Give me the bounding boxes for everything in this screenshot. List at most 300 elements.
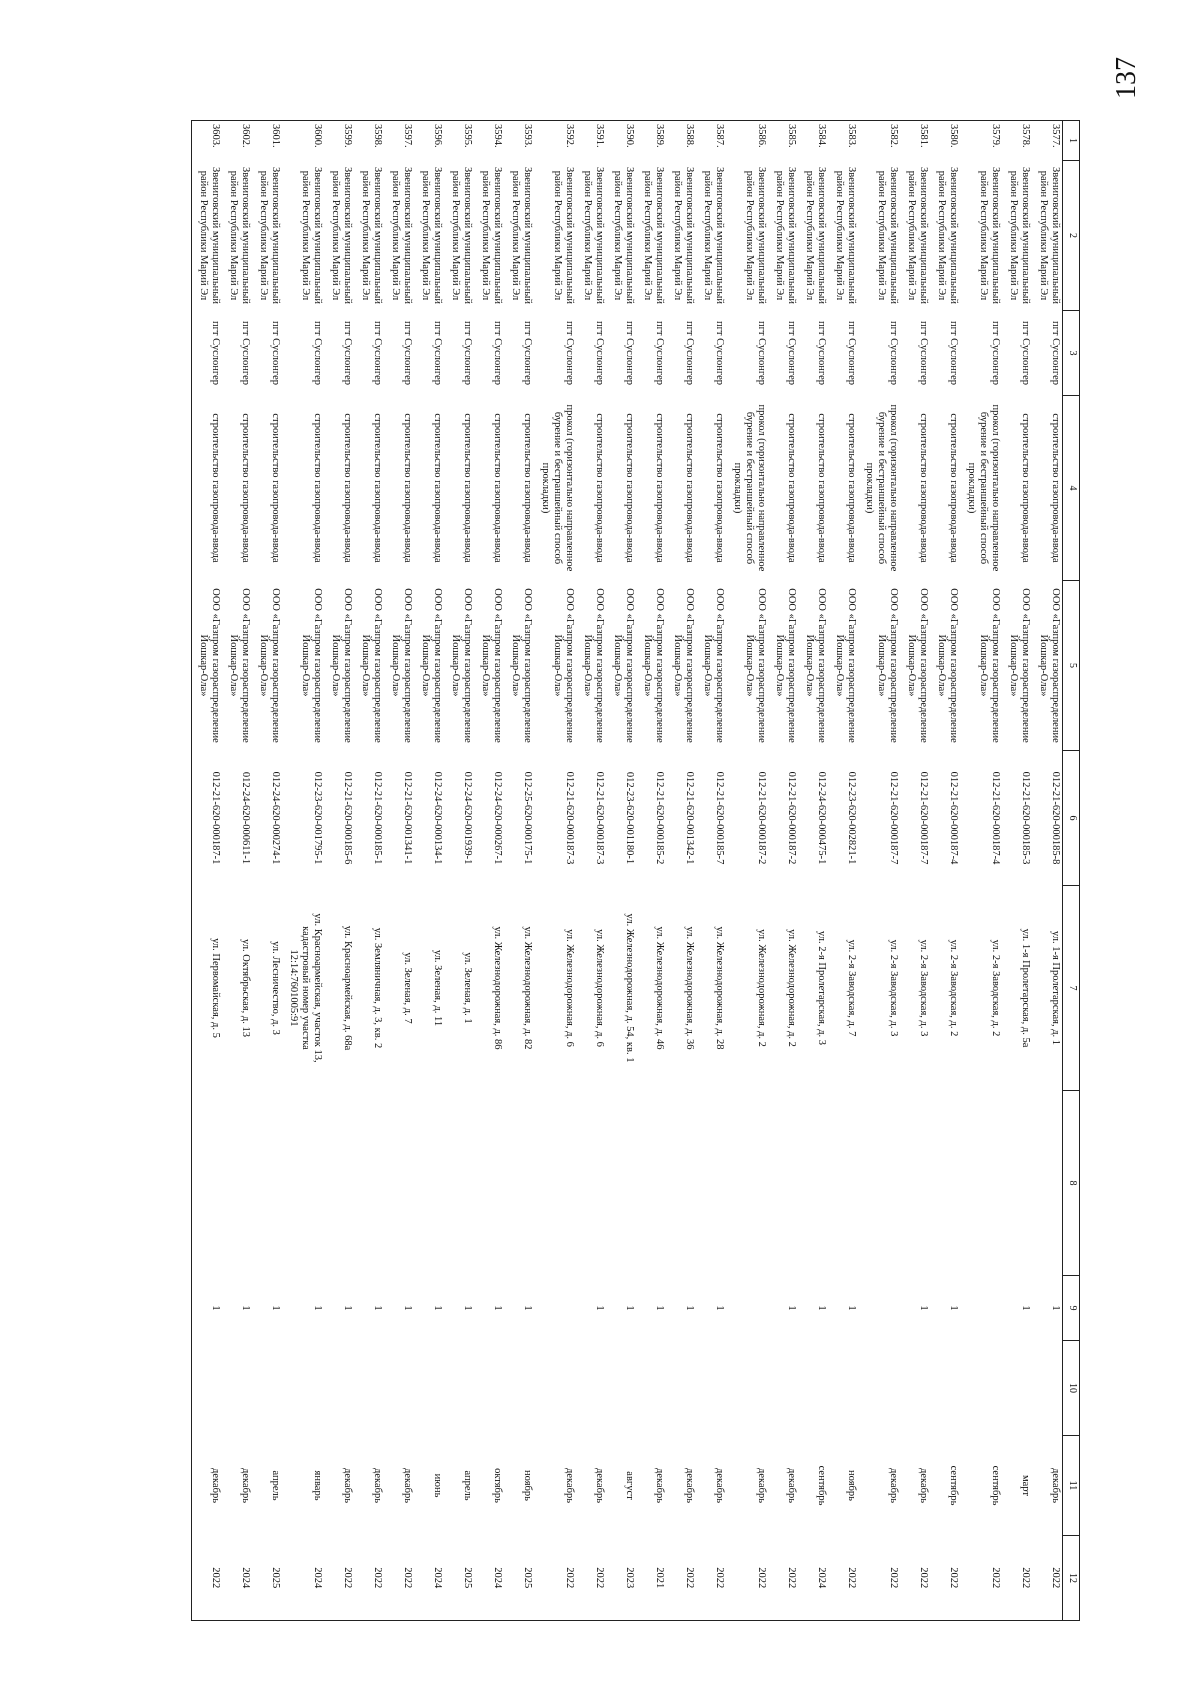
object-code-cell: 012-21-620-000187-3 — [594, 771, 605, 865]
month-cell: декабрь — [564, 1468, 575, 1503]
col10-cell — [282, 1341, 324, 1436]
organization-cell: ООО «Газпром газораспределение Йошкар-Ола» — [905, 588, 929, 743]
month-cell: декабрь — [402, 1468, 413, 1503]
count-cell: 1 — [786, 1305, 797, 1311]
object-code-cell: 012-21-620-000187-7 — [888, 771, 899, 865]
col10-cell — [324, 1341, 354, 1436]
settlement-cell: пгт Суслонгер — [564, 321, 575, 385]
column-header-8: 8 — [1063, 1091, 1080, 1276]
settlement-cell: пгт Суслонгер — [522, 321, 533, 385]
address-cell: ул. Зеленая, д. 7 — [402, 952, 413, 1024]
col8-cell — [930, 1091, 960, 1276]
row-number: 3595. — [462, 124, 473, 148]
settlement-cell: пгт Суслонгер — [990, 321, 1001, 385]
district-cell: Звениговский муниципальный район Республики Марий Эл — [671, 167, 695, 304]
work-type-cell: строительство газопровода-ввода — [522, 413, 533, 563]
table-row — [282, 121, 324, 1621]
address-cell: ул. Железнодорожная, д. 46 — [654, 926, 665, 1050]
col10-cell — [900, 1341, 930, 1436]
address-cell: ул. Земляничная, д. 3, кв. 2 — [372, 927, 383, 1049]
table-row — [414, 121, 444, 1621]
address-cell: ул. Зеленая, д. 11 — [432, 949, 443, 1027]
count-cell — [534, 1276, 576, 1341]
month-cell: декабрь — [372, 1468, 383, 1503]
settlement-cell: пгт Суслонгер — [492, 321, 503, 385]
settlement-cell: пгт Суслонгер — [948, 321, 959, 385]
object-code-cell: 012-21-620-000185-1 — [372, 771, 383, 865]
header-row — [1063, 121, 1080, 1621]
district-cell: Звениговский муниципальный район Республики Марий Эл — [581, 167, 605, 304]
count-cell: 1 — [342, 1305, 353, 1311]
work-type-cell: строительство газопровода-ввода — [270, 413, 281, 563]
col10-cell — [696, 1341, 726, 1436]
col8-cell — [222, 1091, 252, 1276]
column-header-5: 5 — [1063, 581, 1080, 751]
table-row — [858, 121, 900, 1621]
count-cell — [960, 1276, 1002, 1341]
address-cell: ул. Железнодорожная, д. 82 — [522, 926, 533, 1050]
organization-cell: ООО «Газпром газораспределение Йошкар-Ола» — [611, 588, 635, 743]
year-cell: 2022 — [684, 1567, 695, 1589]
table-row — [1032, 121, 1063, 1621]
col10-cell — [444, 1341, 474, 1436]
organization-cell: ООО «Газпром газораспределение Йошкар-Ола» — [479, 588, 503, 743]
organization-cell: ООО «Газпром газораспределение Йошкар-Ола» — [359, 588, 383, 743]
work-type-cell: строительство газопровода-ввода — [624, 413, 635, 563]
district-cell: Звениговский муниципальный район Республики Марий Эл — [359, 167, 383, 304]
table-row — [768, 121, 798, 1621]
object-code-cell: 012-21-620-000187-1 — [210, 771, 221, 865]
col8-cell — [444, 1091, 474, 1276]
address-cell: ул. Железнодорожная, д. 2 — [756, 929, 767, 1047]
organization-cell: ООО «Газпром газораспределение Йошкар-Ола» — [977, 588, 1001, 743]
col10-cell — [636, 1341, 666, 1436]
year-cell: 2025 — [270, 1567, 281, 1589]
table-row — [960, 121, 1002, 1621]
settlement-cell: пгт Суслонгер — [624, 321, 635, 385]
col8-cell — [636, 1091, 666, 1276]
work-type-cell: строительство газопровода-ввода — [816, 413, 827, 563]
organization-cell: ООО «Газпром газораспределение Йошкар-Ола» — [1007, 588, 1031, 743]
address-cell: ул. Железнодорожная, д. 2 — [786, 929, 797, 1047]
object-code-cell: 012-24-620-000267-1 — [492, 771, 503, 865]
col8-cell — [324, 1091, 354, 1276]
count-cell: 1 — [684, 1305, 695, 1311]
address-cell: ул. Железнодорожная, д. 36 — [684, 926, 695, 1050]
organization-cell: ООО «Газпром газораспределение Йошкар-Ола» — [227, 588, 251, 743]
table-row — [930, 121, 960, 1621]
organization-cell: ООО «Газпром газораспределение Йошкар-Ола» — [299, 588, 323, 743]
address-cell: ул. Красноармейская, д. 68а — [342, 925, 353, 1051]
col10-cell — [1002, 1341, 1032, 1436]
table-row — [726, 121, 768, 1621]
district-cell: Звениговский муниципальный район Республики Марий Эл — [389, 167, 413, 304]
col10-cell — [504, 1341, 534, 1436]
object-code-cell: 012-21-620-000185-8 — [1050, 771, 1061, 865]
work-type-cell: строительство газопровода-ввода — [312, 413, 323, 563]
organization-cell: ООО «Газпром газораспределение Йошкар-Ола» — [701, 588, 725, 743]
row-number: 3579. — [990, 124, 1001, 148]
col8-cell — [1002, 1091, 1032, 1276]
col8-cell — [606, 1091, 636, 1276]
table-row — [474, 121, 504, 1621]
table-row — [636, 121, 666, 1621]
organization-cell: ООО «Газпром газораспределение Йошкар-Ола» — [833, 588, 857, 743]
district-cell: Звениговский муниципальный район Республики Марий Эл — [479, 167, 503, 304]
year-cell: 2022 — [714, 1567, 725, 1589]
count-cell — [726, 1276, 768, 1341]
district-cell: Звениговский муниципальный район Республики Марий Эл — [329, 167, 353, 304]
col8-cell — [576, 1091, 606, 1276]
count-cell: 1 — [1020, 1305, 1031, 1311]
col8-cell — [768, 1091, 798, 1276]
settlement-cell: пгт Суслонгер — [918, 321, 929, 385]
district-cell: Звениговский муниципальный район Республики Марий Эл — [611, 167, 635, 304]
col8-cell — [252, 1091, 282, 1276]
row-number: 3577. — [1050, 124, 1061, 148]
column-header-9: 9 — [1063, 1276, 1080, 1341]
col8-cell — [960, 1091, 1002, 1276]
col10-cell — [222, 1341, 252, 1436]
settlement-cell: пгт Суслонгер — [432, 321, 443, 385]
settlement-cell: пгт Суслонгер — [1020, 321, 1031, 385]
district-cell: Звениговский муниципальный район Республики Марий Эл — [641, 167, 665, 304]
year-cell: 2022 — [888, 1567, 899, 1589]
table-row — [222, 121, 252, 1621]
table-row — [444, 121, 474, 1621]
object-code-cell: 012-21-620-001341-1 — [402, 771, 413, 865]
year-cell: 2022 — [210, 1567, 221, 1589]
row-number: 3590. — [624, 124, 635, 148]
month-cell: сентябрь — [816, 1465, 827, 1506]
settlement-cell: пгт Суслонгер — [402, 321, 413, 385]
year-cell: 2022 — [342, 1567, 353, 1589]
district-cell: Звениговский муниципальный район Республики Марий Эл — [875, 167, 899, 304]
year-cell: 2022 — [1020, 1567, 1031, 1589]
settlement-cell: пгт Суслонгер — [342, 321, 353, 385]
column-header-1: 1 — [1063, 121, 1080, 161]
work-type-cell: строительство газопровода-ввода — [402, 413, 413, 563]
object-code-cell: 012-21-620-000187-4 — [990, 771, 1001, 865]
row-number: 3588. — [684, 124, 695, 148]
object-code-cell: 012-21-620-000185-2 — [654, 771, 665, 865]
table-row — [696, 121, 726, 1621]
year-cell: 2022 — [918, 1567, 929, 1589]
row-number: 3598. — [372, 124, 383, 148]
settlement-cell: пгт Суслонгер — [372, 321, 383, 385]
col8-cell — [384, 1091, 414, 1276]
year-cell: 2024 — [240, 1567, 251, 1589]
row-number: 3603. — [210, 124, 221, 148]
address-cell: ул. Железнодорожная, д. 6 — [594, 929, 605, 1047]
col8-cell — [1032, 1091, 1063, 1276]
organization-cell: ООО «Газпром газораспределение Йошкар-Ола» — [389, 588, 413, 743]
object-code-cell: 012-23-620-002821-1 — [846, 771, 857, 865]
year-cell: 2024 — [492, 1567, 503, 1589]
col8-cell — [192, 1091, 223, 1276]
work-type-cell: строительство газопровода-ввода — [210, 413, 221, 563]
table-row — [900, 121, 930, 1621]
col10-cell — [576, 1341, 606, 1436]
address-cell: ул. Железнодорожная, д. 54, кв. 1 — [624, 913, 635, 1063]
work-type-cell: строительство газопровода-ввода — [948, 413, 959, 563]
work-type-cell: прокол (горизонтально направленное бурение и бестраншейный способ прокладки) — [863, 404, 899, 572]
row-number: 3596. — [432, 124, 443, 148]
year-cell: 2022 — [948, 1567, 959, 1589]
settlement-cell: пгт Суслонгер — [210, 321, 221, 385]
month-cell: август — [624, 1471, 635, 1500]
year-cell: 2025 — [462, 1567, 473, 1589]
settlement-cell: пгт Суслонгер — [786, 321, 797, 385]
address-cell: ул. 2-я Заводская, д. 3 — [918, 939, 929, 1037]
object-code-cell: 012-21-620-000185-7 — [714, 771, 725, 865]
district-cell: Звениговский муниципальный район Республики Марий Эл — [1037, 167, 1061, 304]
count-cell: 1 — [372, 1305, 383, 1311]
col10-cell — [354, 1341, 384, 1436]
object-code-cell: 012-21-620-000187-3 — [564, 771, 575, 865]
settlement-cell: пгт Суслонгер — [684, 321, 695, 385]
address-cell: ул. Железнодорожная, д. 86 — [492, 926, 503, 1050]
table-row — [798, 121, 828, 1621]
row-number: 3601. — [270, 124, 281, 148]
row-number: 3594. — [492, 124, 503, 148]
district-cell: Звениговский муниципальный район Республики Марий Эл — [833, 167, 857, 304]
address-cell: ул. Железнодорожная, д. 28 — [714, 926, 725, 1050]
table-row — [576, 121, 606, 1621]
table-row — [252, 121, 282, 1621]
year-cell: 2022 — [1050, 1567, 1061, 1589]
work-type-cell: строительство газопровода-ввода — [918, 413, 929, 563]
column-header-3: 3 — [1063, 311, 1080, 396]
column-header-11: 11 — [1063, 1436, 1080, 1536]
work-type-cell: строительство газопровода-ввода — [1020, 413, 1031, 563]
object-code-cell: 012-24-620-001939-1 — [462, 771, 473, 865]
row-number: 3600. — [312, 124, 323, 148]
col8-cell — [282, 1091, 324, 1276]
district-cell: Звениговский муниципальный район Республики Марий Эл — [449, 167, 473, 304]
col8-cell — [696, 1091, 726, 1276]
col10-cell — [606, 1341, 636, 1436]
table-row — [828, 121, 858, 1621]
col10-cell — [666, 1341, 696, 1436]
settlement-cell: пгт Суслонгер — [846, 321, 857, 385]
count-cell: 1 — [492, 1305, 503, 1311]
month-cell: сентябрь — [948, 1465, 959, 1506]
row-number: 3581. — [918, 124, 929, 148]
col8-cell — [798, 1091, 828, 1276]
month-cell: декабрь — [756, 1468, 767, 1503]
year-cell: 2021 — [654, 1567, 665, 1589]
table-row — [606, 121, 636, 1621]
row-number: 3587. — [714, 124, 725, 148]
row-number: 3583. — [846, 124, 857, 148]
month-cell: март — [1020, 1475, 1031, 1496]
count-cell: 1 — [624, 1305, 635, 1311]
count-cell: 1 — [654, 1305, 665, 1311]
work-type-cell: прокол (горизонтально направленное бурение и бестраншейный способ прокладки) — [731, 404, 767, 572]
col8-cell — [858, 1091, 900, 1276]
month-cell: декабрь — [654, 1468, 665, 1503]
organization-cell: ООО «Газпром газораспределение Йошкар-Ола» — [1037, 588, 1061, 743]
work-type-cell: строительство газопровода-ввода — [654, 413, 665, 563]
year-cell: 2022 — [402, 1567, 413, 1589]
month-cell: декабрь — [342, 1468, 353, 1503]
organization-cell: ООО «Газпром газораспределение Йошкар-Ола» — [935, 588, 959, 743]
object-code-cell: 012-21-620-000185-3 — [1020, 771, 1031, 865]
organization-cell: ООО «Газпром газораспределение Йошкар-Ола» — [509, 588, 533, 743]
column-header-10: 10 — [1063, 1341, 1080, 1436]
month-cell: декабрь — [1050, 1468, 1061, 1503]
row-number: 3602. — [240, 124, 251, 148]
column-header-12: 12 — [1063, 1536, 1080, 1621]
settlement-cell: пгт Суслонгер — [270, 321, 281, 385]
settlement-cell: пгт Суслонгер — [1050, 321, 1061, 385]
row-number: 3582. — [888, 124, 899, 148]
organization-cell: ООО «Газпром газораспределение Йошкар-Ола» — [551, 588, 575, 743]
col10-cell — [960, 1341, 1002, 1436]
count-cell — [858, 1276, 900, 1341]
table-row — [384, 121, 414, 1621]
address-cell: ул. Железнодорожная, д. 6 — [564, 929, 575, 1047]
col8-cell — [534, 1091, 576, 1276]
address-cell: ул. Зеленая, д. 1 — [462, 952, 473, 1024]
row-number: 3584. — [816, 124, 827, 148]
object-code-cell: 012-24-620-000611-1 — [240, 771, 251, 865]
settlement-cell: пгт Суслонгер — [714, 321, 725, 385]
district-cell: Звениговский муниципальный район Республики Марий Эл — [419, 167, 443, 304]
col10-cell — [384, 1341, 414, 1436]
object-code-cell: 012-21-620-000187-7 — [918, 771, 929, 865]
year-cell: 2022 — [846, 1567, 857, 1589]
col8-cell — [900, 1091, 930, 1276]
count-cell: 1 — [402, 1305, 413, 1311]
work-type-cell: прокол (горизонтально направленное бурение и бестраншейный способ прокладки) — [539, 404, 575, 572]
column-header-6: 6 — [1063, 751, 1080, 886]
district-cell: Звениговский муниципальный район Республики Марий Эл — [509, 167, 533, 304]
row-number: 3592. — [564, 124, 575, 148]
organization-cell: ООО «Газпром газораспределение Йошкар-Ола» — [419, 588, 443, 743]
year-cell: 2024 — [432, 1567, 443, 1589]
page-number: 137 — [1111, 57, 1142, 99]
object-code-cell: 012-21-620-000187-4 — [948, 771, 959, 865]
month-cell: декабрь — [888, 1468, 899, 1503]
month-cell: декабрь — [786, 1468, 797, 1503]
organization-cell: ООО «Газпром газораспределение Йошкар-Ола» — [773, 588, 797, 743]
organization-cell: ООО «Газпром газораспределение Йошкар-Ола» — [671, 588, 695, 743]
row-number: 3585. — [786, 124, 797, 148]
object-code-cell: 012-23-620-001795-1 — [312, 771, 323, 865]
count-cell: 1 — [462, 1305, 473, 1311]
count-cell: 1 — [1050, 1305, 1061, 1311]
count-cell: 1 — [312, 1305, 323, 1311]
month-cell: январь — [312, 1470, 323, 1501]
address-cell: ул. Лесничество, д. 3 — [270, 941, 281, 1035]
district-cell: Звениговский муниципальный район Республики Марий Эл — [701, 167, 725, 304]
table-row — [324, 121, 354, 1621]
col10-cell — [726, 1341, 768, 1436]
col10-cell — [192, 1341, 223, 1436]
table-row — [1002, 121, 1032, 1621]
row-number: 3593. — [522, 124, 533, 148]
address-cell: ул. 2-я Заводская, д. 2 — [990, 939, 1001, 1037]
organization-cell: ООО «Газпром газораспределение Йошкар-Ола» — [329, 588, 353, 743]
column-header-4: 4 — [1063, 396, 1080, 581]
col10-cell — [930, 1341, 960, 1436]
row-number: 3578. — [1020, 124, 1031, 148]
count-cell: 1 — [714, 1305, 725, 1311]
work-type-cell: строительство газопровода-ввода — [492, 413, 503, 563]
object-code-cell: 012-24-620-000274-1 — [270, 771, 281, 865]
district-cell: Звениговский муниципальный район Республики Марий Эл — [197, 167, 221, 304]
col8-cell — [474, 1091, 504, 1276]
object-code-cell: 012-23-620-001180-1 — [624, 771, 635, 865]
year-cell: 2022 — [990, 1567, 1001, 1589]
organization-cell: ООО «Газпром газораспределение Йошкар-Ола» — [449, 588, 473, 743]
address-cell: ул. Красноармейская, участок 13, кадастровый номер участка 12:14:7601005:91 — [287, 913, 323, 1063]
row-number: 3589. — [654, 124, 665, 148]
month-cell: ноябрь — [846, 1470, 857, 1501]
col10-cell — [858, 1341, 900, 1436]
work-type-cell: прокол (горизонтально направленное бурение и бестраншейный способ прокладки) — [965, 404, 1001, 572]
work-type-cell: строительство газопровода-ввода — [372, 413, 383, 563]
col10-cell — [252, 1341, 282, 1436]
month-cell: декабрь — [684, 1468, 695, 1503]
work-type-cell: строительство газопровода-ввода — [594, 413, 605, 563]
district-cell: Звениговский муниципальный район Республики Марий Эл — [551, 167, 575, 304]
col10-cell — [768, 1341, 798, 1436]
organization-cell: ООО «Газпром газораспределение Йошкар-Ола» — [743, 588, 767, 743]
month-cell: декабрь — [918, 1468, 929, 1503]
work-type-cell: строительство газопровода-ввода — [1050, 413, 1061, 563]
rotated-table-stage — [197, 120, 1080, 1620]
count-cell: 1 — [432, 1305, 443, 1311]
district-cell: Звениговский муниципальный район Республики Марий Эл — [257, 167, 281, 304]
col10-cell — [534, 1341, 576, 1436]
count-cell: 1 — [240, 1305, 251, 1311]
gasification-table — [191, 120, 1080, 1621]
work-type-cell: строительство газопровода-ввода — [786, 413, 797, 563]
settlement-cell: пгт Суслонгер — [240, 321, 251, 385]
row-number: 3586. — [756, 124, 767, 148]
organization-cell: ООО «Газпром газораспределение Йошкар-Ола» — [257, 588, 281, 743]
col8-cell — [354, 1091, 384, 1276]
object-code-cell: 012-21-620-000187-2 — [786, 771, 797, 865]
object-code-cell: 012-21-620-000185-6 — [342, 771, 353, 865]
work-type-cell: строительство газопровода-ввода — [846, 413, 857, 563]
month-cell: июнь — [432, 1473, 443, 1498]
col8-cell — [666, 1091, 696, 1276]
settlement-cell: пгт Суслонгер — [756, 321, 767, 385]
month-cell: декабрь — [240, 1468, 251, 1503]
year-cell: 2024 — [816, 1567, 827, 1589]
address-cell: ул. 2-я Заводская, д. 3 — [888, 939, 899, 1037]
year-cell: 2022 — [372, 1567, 383, 1589]
count-cell: 1 — [522, 1305, 533, 1311]
col8-cell — [414, 1091, 444, 1276]
month-cell: сентябрь — [990, 1465, 1001, 1506]
col10-cell — [1032, 1341, 1063, 1436]
col10-cell — [828, 1341, 858, 1436]
address-cell: ул. 1-я Пролетарская, д. 5а — [1020, 928, 1031, 1048]
row-number: 3597. — [402, 124, 413, 148]
month-cell: апрель — [462, 1470, 473, 1501]
address-cell: ул. 1-я Пролетарская, д. 1 — [1050, 930, 1061, 1046]
settlement-cell: пгт Суслонгер — [654, 321, 665, 385]
month-cell: апрель — [270, 1470, 281, 1501]
col8-cell — [726, 1091, 768, 1276]
year-cell: 2023 — [624, 1567, 635, 1589]
table-body — [192, 121, 1063, 1621]
